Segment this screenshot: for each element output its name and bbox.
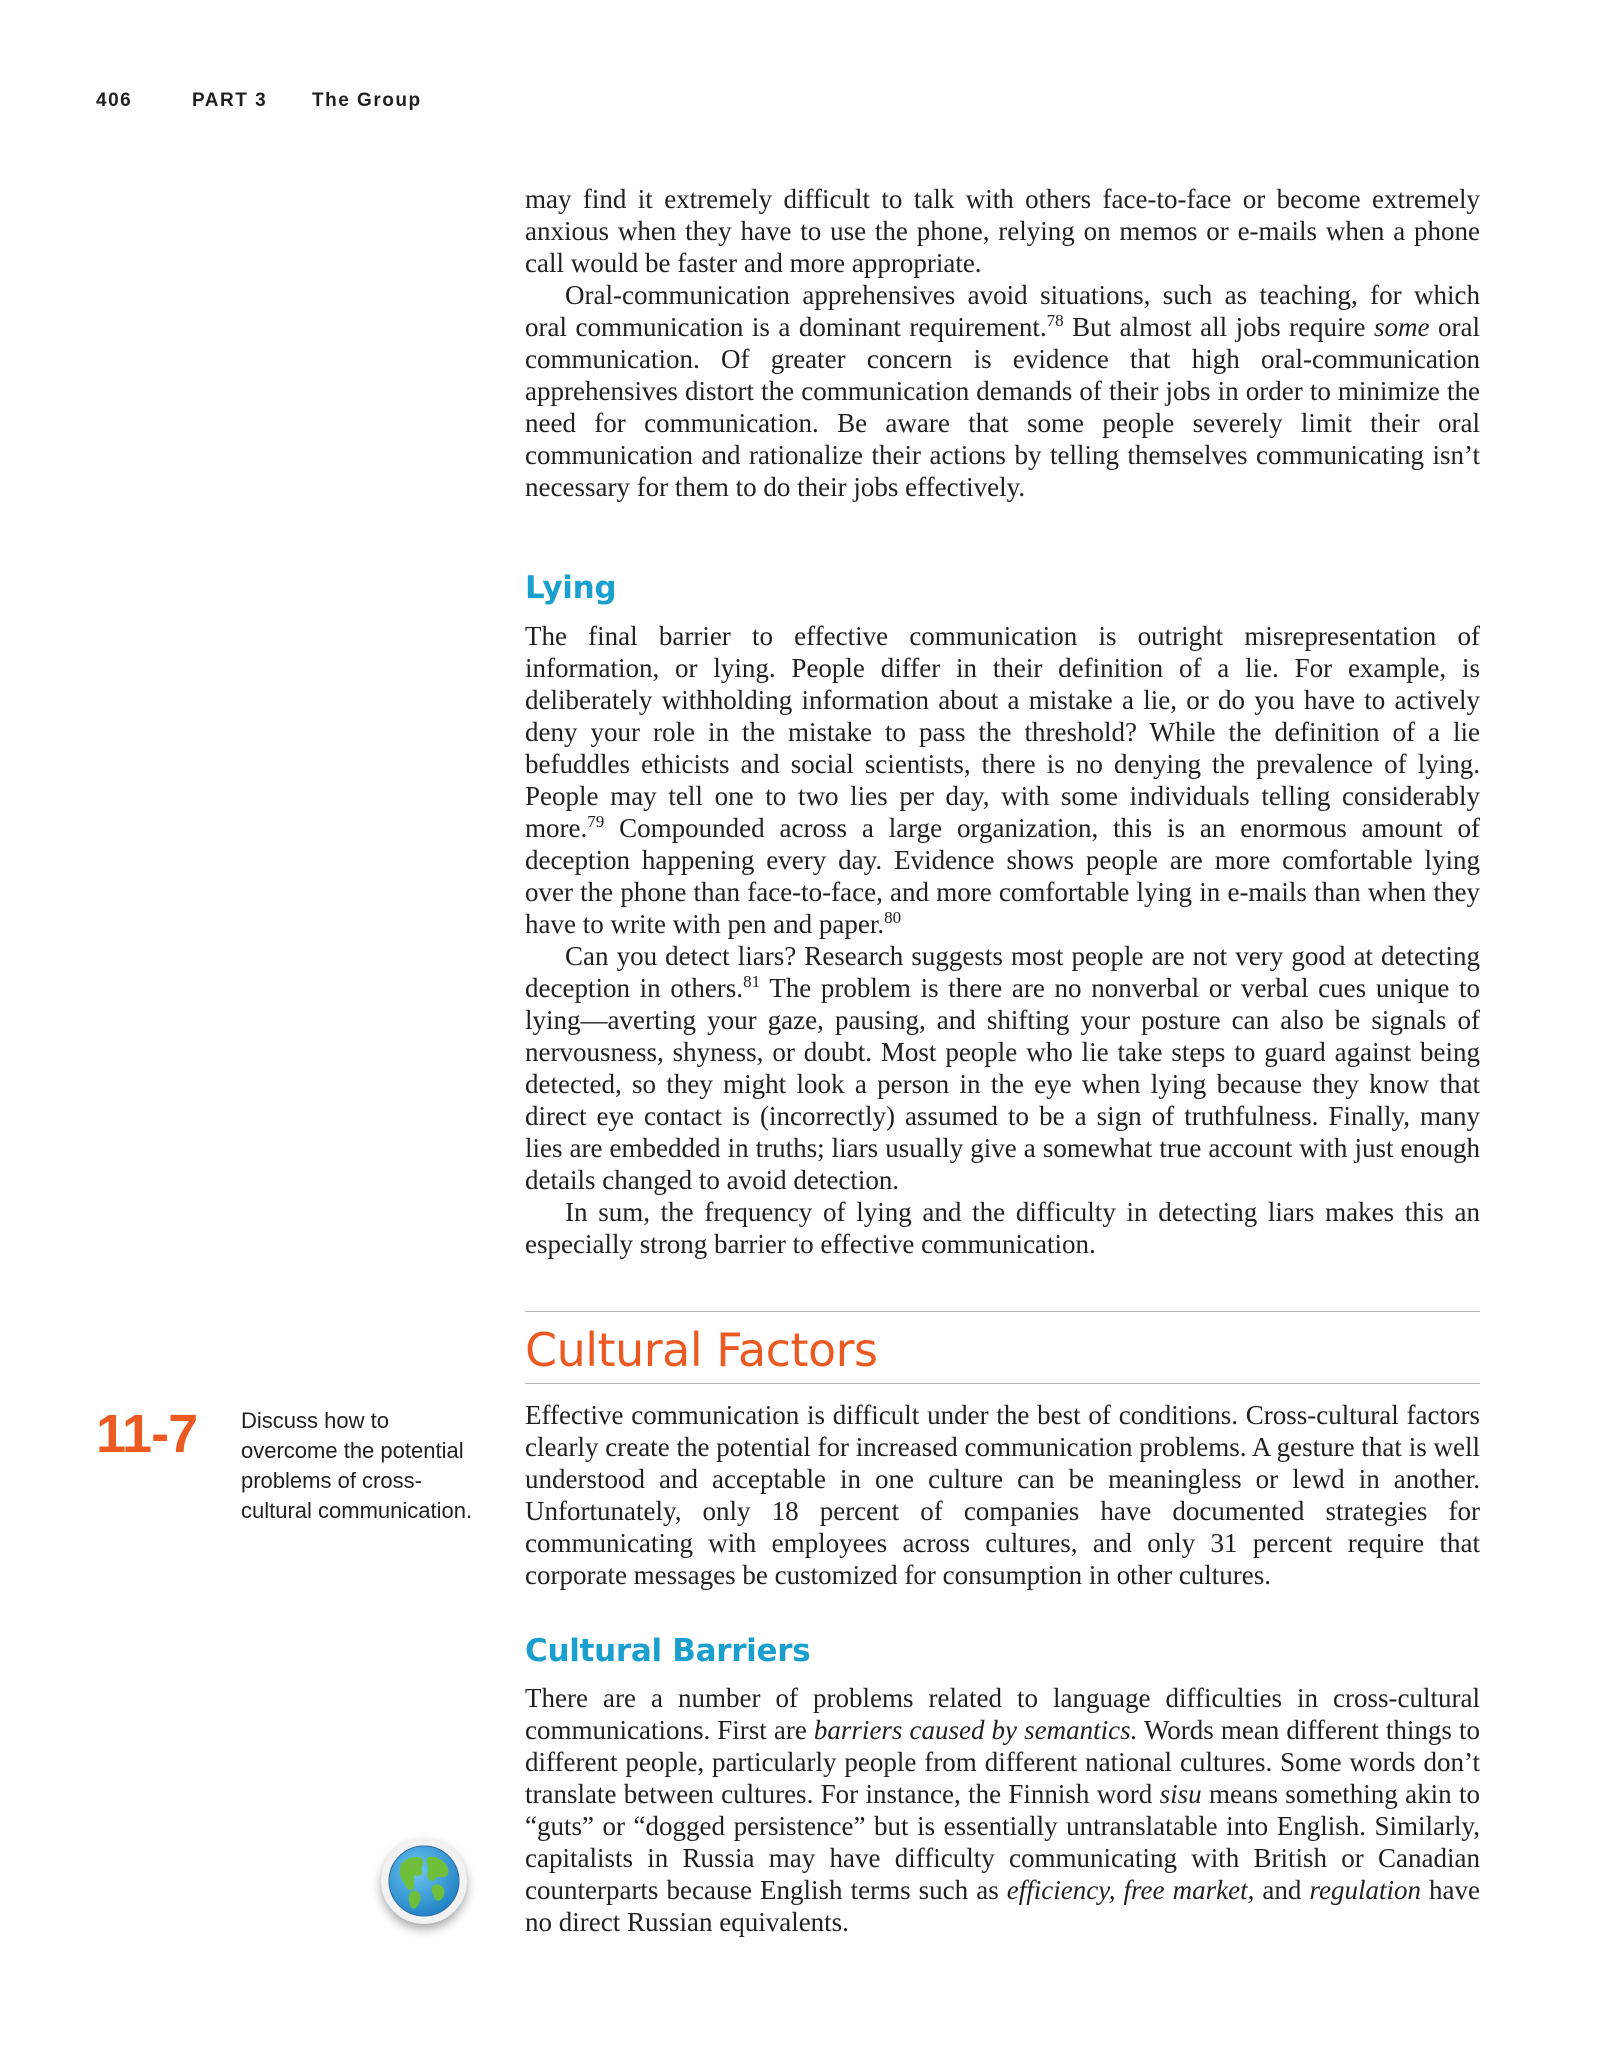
cultural-factors-heading: Cultural Factors <box>525 1323 878 1377</box>
lying-paragraph-1: The final barrier to effective communication is outright misrepresentation of information, or lying. People differ in their definition of a lie. For example, is deliberately withholding information about a mistake a lie, or do you have to actively deny your role in the mistake to pass the threshold? While the definition of a lie befuddles ethicists and social scientists, there is no denying the prevalence of lying. People may tell one to two lies per day, with some individuals telling considerably more.$^{79}$ Compounded across a large organization, this is an enormous amount of deception happening every day. Evidence shows people are more comfortable lying over the phone than face-to-face, and more comfortable lying in e-mails than when they have to write with pen and paper.$^{80}$ <box>525 621 1480 939</box>
part-title: The Group <box>312 90 422 111</box>
cultural-barriers-section <box>525 1682 1480 1938</box>
lying-paragraph-2: Can you detect liars? Research suggests most people are not very good at detecting deception in others.$^{81}$ The problem is there are no nonverbal or verbal cues unique to lying—averting your gaze, pausing, and shifting your posture can also be signals of nervousness, shyness, or doubt. Most people who lie take steps to guard against being detected, so they might look a person in the eye when lying because they know that direct eye contact is (incorrectly) assumed to be a sign of truthfulness. Finally, many lies are embedded in truths; liars usually give a somewhat true account with just enough details changed to avoid detection. <box>525 941 1480 1195</box>
globe-icon <box>381 1838 467 1924</box>
learning-objective-number: 11-7 <box>96 1404 198 1464</box>
lying-paragraph-3: In sum, the frequency of lying and the difficulty in detecting liars makes this an especially strong barrier to effective communication. <box>525 1197 1480 1259</box>
globe-icon-graphic <box>388 1845 460 1917</box>
page-number: 406 <box>96 90 133 111</box>
cultural-factors-section <box>525 1399 1480 1591</box>
footnote-ref: 78 <box>1046 311 1064 330</box>
cultural-barriers-heading: Cultural Barriers <box>525 1633 811 1669</box>
part-label: PART 3 <box>192 90 268 111</box>
footnote-ref: 80 <box>884 908 902 927</box>
intro-section <box>525 183 1480 503</box>
section-rule-top <box>525 1311 1480 1312</box>
lying-heading: Lying <box>525 570 617 606</box>
footnote-ref: 81 <box>743 972 761 991</box>
learning-objective-text: Discuss how to overcome the potential problems of cross-cultural communication. <box>241 1408 473 1523</box>
footnote-ref: 79 <box>587 812 605 831</box>
cultural-factors-paragraph: Effective communication is difficult under the best of conditions. Cross-cultural factors clearly create the potential for increased communication problems. A gesture that is well understood and acceptable in one culture can be meaningless or lewd in another. Unfortunately, only 18 percent of companies have documented strategies for communicating with employees across cultures, and only 31 percent require that corporate messages be customized for consumption in other cultures. <box>525 1400 1480 1590</box>
running-head <box>96 90 422 112</box>
cultural-barriers-paragraph: There are a number of problems related to language difficulties in cross-cultural communications. First are barriers caused by semantics. Words mean different things to different people, particularly people from different national cultures. Some words don’t translate between cultures. For instance, the Finnish word sisu means something akin to “guts” or “dogged persistence” but is essentially untranslatable into English. Similarly, capitalists in Russia may have difficulty communicating with British or Canadian counterparts because English terms such as efficiency, free market, and regulation have no direct Russian equivalents. <box>525 1683 1481 1937</box>
section-rule-bottom <box>525 1383 1480 1384</box>
intro-paragraph-1: may find it extremely difficult to talk with others face-to-face or become extremely anxious when they have to use the phone, relying on memos or e-mails when a phone call would be faster and more appropriate. <box>525 184 1480 278</box>
lying-section <box>525 620 1480 1260</box>
intro-paragraph-2: Oral-communication apprehensives avoid situations, such as teaching, for which oral communication is a dominant requirement.$^{78}$ But almost all jobs require some oral communication. Of greater concern is evidence that high oral-communication apprehensives distort the communication demands of their jobs in order to minimize the need for communication. Be aware that some people severely limit their oral communication and rationalize their actions by telling themselves communicating isn’t necessary for them to do their jobs effectively. <box>525 280 1481 502</box>
